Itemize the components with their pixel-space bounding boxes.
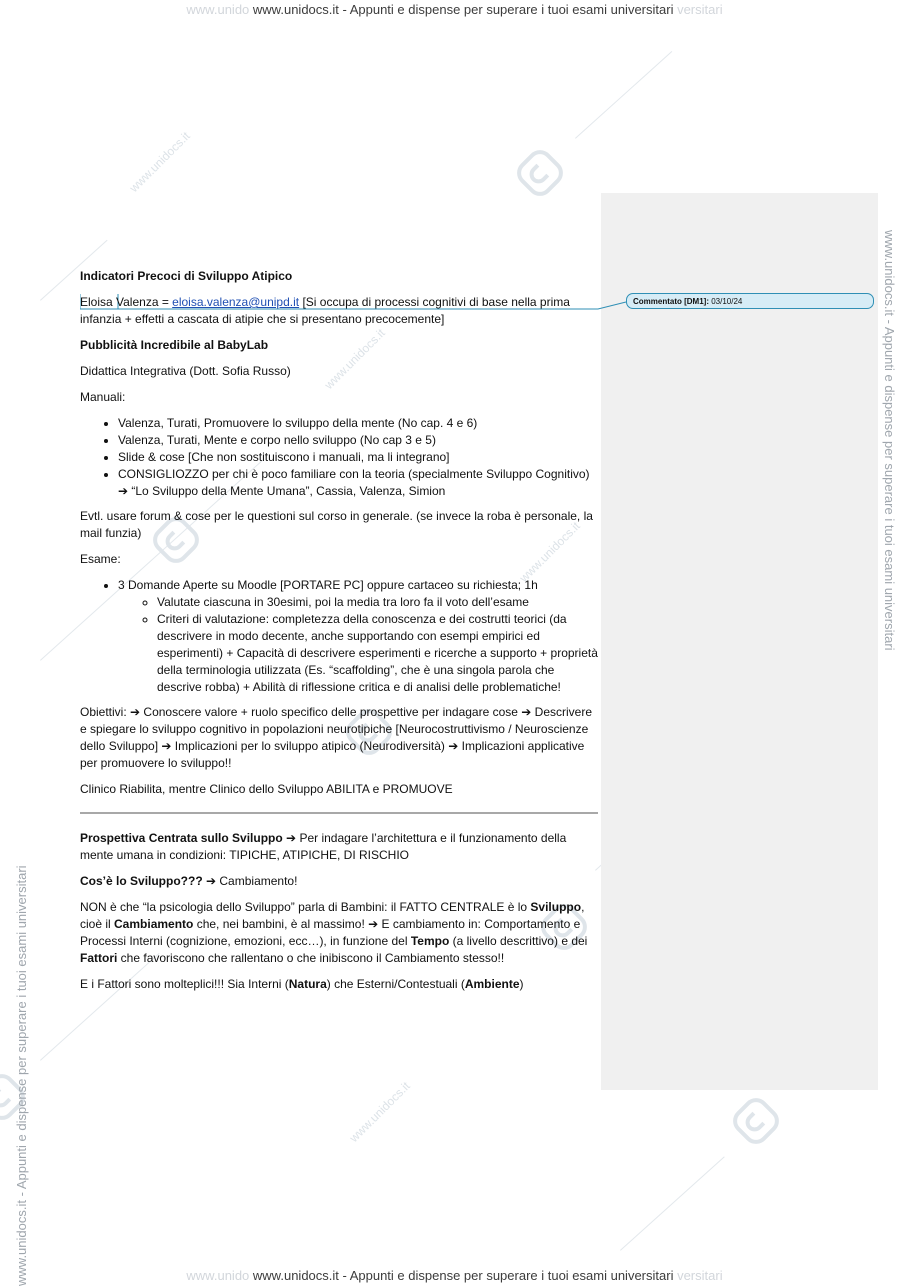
list-item: • Valenza, Turati, Mente e corpo nello sviluppo (No cap 3 e 5) xyxy=(118,432,598,449)
watermark-diagonal-text: www.unidocs.it xyxy=(346,1078,413,1146)
comment-margin-panel xyxy=(601,193,878,1090)
exam-item-text: 3 Domande Aperte su Moodle [PORTARE PC] oppure cartaceo su richiesta; 1h xyxy=(118,578,538,592)
sublist-item: ◦ Valutate ciascuna in 30esimi, poi la media tra loro fa il voto dell’esame xyxy=(157,594,598,611)
watermark-bottom-banner xyxy=(0,1268,909,1283)
list-item: • CONSIGLIOZZO per chi è poco familiare con la teoria (specialmente Sviluppo Cognitivo) ➔ “Lo Sviluppo della Mente Umana”, Cassia, Valenza, Simion xyxy=(118,466,598,500)
list-item: • Valenza, Turati, Promuovere lo sviluppo della mente (No cap. 4 e 6) xyxy=(118,415,598,432)
text-run: ) xyxy=(519,977,524,991)
forum-note: Evtl. usare forum & cose per le questioni sul corso in generale. (se invece la roba è personale, la mail funzia) xyxy=(80,509,593,540)
unidocs-logo-icon xyxy=(732,1097,780,1145)
list-item xyxy=(118,577,598,696)
text-run: NON è che “la psicologia dello Sviluppo” parla di Bambini: il FATTO CENTRALE è lo xyxy=(80,900,531,914)
section-divider xyxy=(80,812,598,814)
question-bold: Cos’è lo Sviluppo??? xyxy=(80,874,203,888)
bold-run: Tempo xyxy=(410,934,450,948)
unidocs-logo-icon xyxy=(516,149,564,197)
text-run: che favoriscono che rallentano o che inibiscono il Cambiamento stesso!! xyxy=(117,951,505,965)
question-paragraph xyxy=(80,873,598,890)
clinic-paragraph: Clinico Riabilita, mentre Clinico dello Sviluppo ABILITA e PROMUOVE xyxy=(80,782,453,796)
publicity-heading: Pubblicità Incredibile al BabyLab xyxy=(80,338,269,352)
watermark-diagonal-text: www.unidocs.it xyxy=(321,325,388,393)
text-run: , cioè il xyxy=(80,900,585,931)
exam-sublist xyxy=(118,594,598,696)
bold-run: Cambiamento xyxy=(114,917,194,931)
question-text: ➔ Cambiamento! xyxy=(202,874,298,888)
perspective-paragraph xyxy=(80,830,598,864)
exam-list xyxy=(80,577,598,696)
watermark-ghost-right: versitari xyxy=(677,1268,723,1283)
factors-paragraph xyxy=(80,976,598,993)
contact-email-link[interactable]: eloisa.valenza@unipd.it xyxy=(172,295,300,309)
objectives-paragraph: Obiettivi: ➔ Conoscere valore + ruolo specifico delle prospettive per indagare cose ➔ Descrivere e spiegare lo sviluppo cognitivo in popolazioni neurotipiche [Neurocostruttivismo / Neuroscienze dello Sviluppo] ➔ Implicazioni per lo sviluppo atipico (Neurodiversità) ➔ Implicazioni applicative per promuovere lo sviluppo!! xyxy=(80,705,593,770)
document-title: Indicatori Precoci di Sviluppo Atipico xyxy=(80,269,293,283)
document-body xyxy=(80,268,598,1002)
manuals-list xyxy=(80,415,598,500)
perspective-text: ➔ Per indagare l’architettura e il funzionamento della mente umana in condizioni: TIPICHE, ATIPICHE, DI RISCHIO xyxy=(80,831,567,862)
contact-description: [Si occupa di processi cognitivi di base nella prima infanzia + effetti a cascata di atipie che si presentano precocemente] xyxy=(80,295,570,326)
manuals-label: Manuali: xyxy=(80,390,126,404)
watermark-top-banner xyxy=(0,2,909,17)
sublist-item: ◦ Criteri di valutazione: completezza della conoscenza e dei costrutti teorici (da descrivere in modo decente, anche supportando con esempi empirici ed esperimenti) + Capacità di descrivere esperimenti e ricerche a supporto + proprietà della terminologia utilizzata (Es. “scaffolding”, che è una singola parola che descrive robba) + Abilità di riflessione critica e di analisi delle problematiche! xyxy=(157,611,598,696)
development-paragraph xyxy=(80,899,598,967)
comment-label: Commentato [DM1]: xyxy=(633,297,709,306)
watermark-ghost-right: versitari xyxy=(677,2,723,17)
bold-run: Natura xyxy=(288,977,327,991)
watermark-ghost-left: www.unido xyxy=(186,2,250,17)
watermark-diagonal-text: www.unidocs.it xyxy=(126,128,193,196)
watermark-diagonal-text: www.unidocs.it xyxy=(516,518,583,586)
contact-paragraph xyxy=(80,294,598,328)
watermark-side-right: www.unidocs.it - Appunti e dispense per superare i tuoi esami universitari xyxy=(882,230,897,651)
watermark-side-left: www.unidocs.it - Appunti e dispense per superare i tuoi esami universitari xyxy=(14,865,29,1286)
text-run: E i Fattori sono molteplici!!! Sia Interni ( xyxy=(80,977,289,991)
watermark-bottom-text: www.unidocs.it - Appunti e dispense per superare i tuoi esami universitari xyxy=(252,1268,674,1283)
bold-run: Sviluppo xyxy=(530,900,582,914)
didactics-line: Didattica Integrativa (Dott. Sofia Russo) xyxy=(80,364,291,378)
text-run: (a livello descrittivo) e dei xyxy=(449,934,588,948)
exam-label: Esame: xyxy=(80,552,121,566)
watermark-top-text: www.unidocs.it - Appunti e dispense per superare i tuoi esami universitari xyxy=(252,2,674,17)
bold-run: Fattori xyxy=(80,951,118,965)
bold-run: Ambiente xyxy=(464,977,520,991)
comment-balloon[interactable] xyxy=(626,293,874,309)
list-item: • Slide & cose [Che non sostituiscono i manuali, ma li integrano] xyxy=(118,449,598,466)
contact-name: Eloisa Valenza = xyxy=(80,295,173,309)
comment-date: 03/10/24 xyxy=(709,297,743,306)
watermark-ghost-left: www.unido xyxy=(186,1268,250,1283)
text-run: che, nei bambini, è al massimo! ➔ E cambiamento in: Comportamento e Processi Interni (cognizione, emozioni, ecc…), in funzione del xyxy=(80,917,581,948)
perspective-bold: Prospettiva Centrata sullo Sviluppo xyxy=(80,831,283,845)
text-run: ) che Esterni/Contestuali ( xyxy=(326,977,465,991)
